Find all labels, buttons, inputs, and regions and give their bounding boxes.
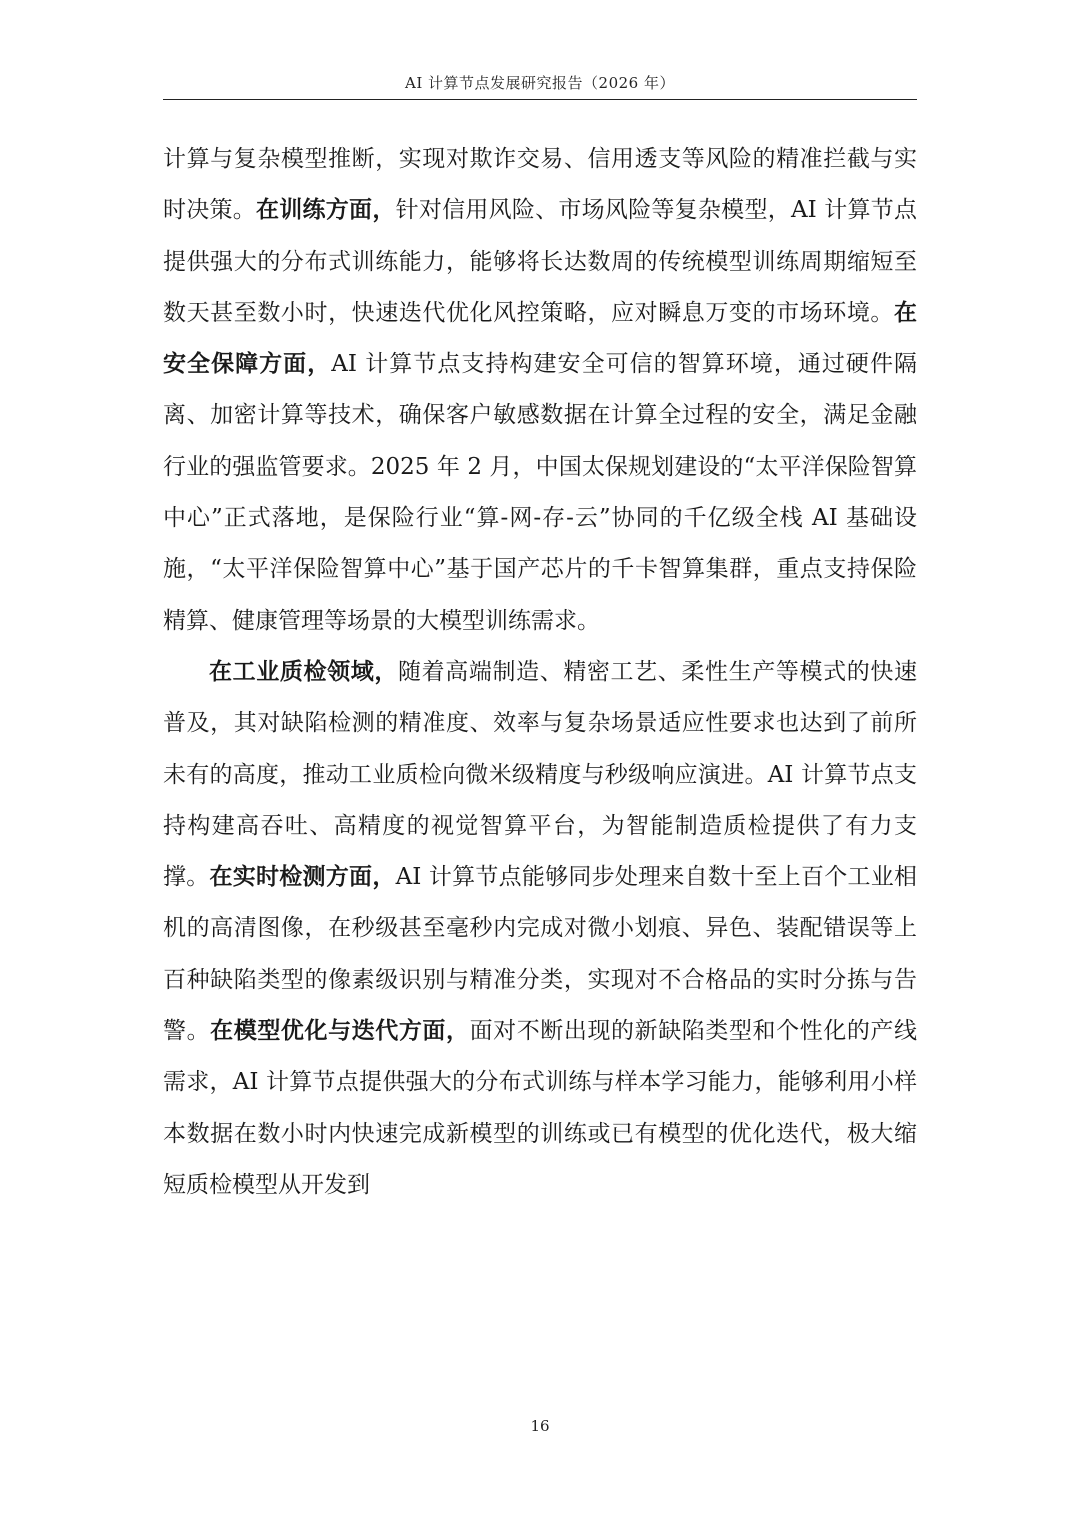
bold-heading-run: 在安全保障方面， xyxy=(163,299,917,378)
paragraph xyxy=(163,647,917,1211)
text-run: 针对信用风险、市场风险等复杂模型，AI 计算节点提供强大的分布式训练能力，能够将长达数周的传统模型训练周期缩短至数天甚至数小时，快速迭代优化风控策略，应对瞬息万变的市场环境。 xyxy=(163,197,917,326)
page-number: 16 xyxy=(530,1417,550,1435)
text-run: 面对不断出现的新缺陷类型和个性化的产线需求，AI 计算节点提供强大的分布式训练与样本学习能力，能够利用小样本数据在数小时内快速完成新模型的训练或已有模型的优化迭代，极大缩短质检模型从开发到 xyxy=(163,1018,918,1198)
text-run: AI 计算节点支持构建安全可信的智算环境，通过硬件隔离、加密计算等技术，确保客户敏感数据在计算全过程的安全，满足金融行业的强监管要求。2025 年 2 月，中国太保规划建设的“太平洋保险智算中心”正式落地，是保险行业“算-网-存-云”协同的千亿级全栈 AI 基础设施，“太平洋保险智算中心”基于国产芯片的千卡智算集群，重点支持保险精算、健康管理等场景的大模型训练需求。 xyxy=(163,351,917,634)
text-run: 随着高端制造、精密工艺、柔性生产等模式的快速普及，其对缺陷检测的精准度、效率与复杂场景适应性要求也达到了前所未有的高度，推动工业质检向微米级精度与秒级响应演进。AI 计算节点支持构建高吞吐、高精度的视觉智算平台，为智能制造质检提供了有力支撑。 xyxy=(163,658,918,891)
paragraph xyxy=(163,134,917,647)
bold-heading-run: 在实时检测方面， xyxy=(209,864,396,891)
header-divider xyxy=(163,99,917,100)
bold-heading-run: 在工业质检领域， xyxy=(209,658,398,685)
running-header: AI 计算节点发展研究报告（2026 年） xyxy=(405,74,675,92)
bold-heading-run: 在模型优化与迭代方面， xyxy=(210,1018,470,1045)
body-text xyxy=(163,134,917,1211)
bold-heading-run: 在训练方面， xyxy=(256,197,396,224)
text-run: 计算与复杂模型推断，实现对欺诈交易、信用透支等风险的精准拦截与实时决策。 xyxy=(163,146,917,224)
text-run: AI 计算节点能够同步处理来自数十至上百个工业相机的高清图像，在秒级甚至毫秒内完成对微小划痕、异色、装配错误等上百种缺陷类型的像素级识别与精准分类，实现对不合格品的实时分拣与告警。 xyxy=(163,864,917,1045)
